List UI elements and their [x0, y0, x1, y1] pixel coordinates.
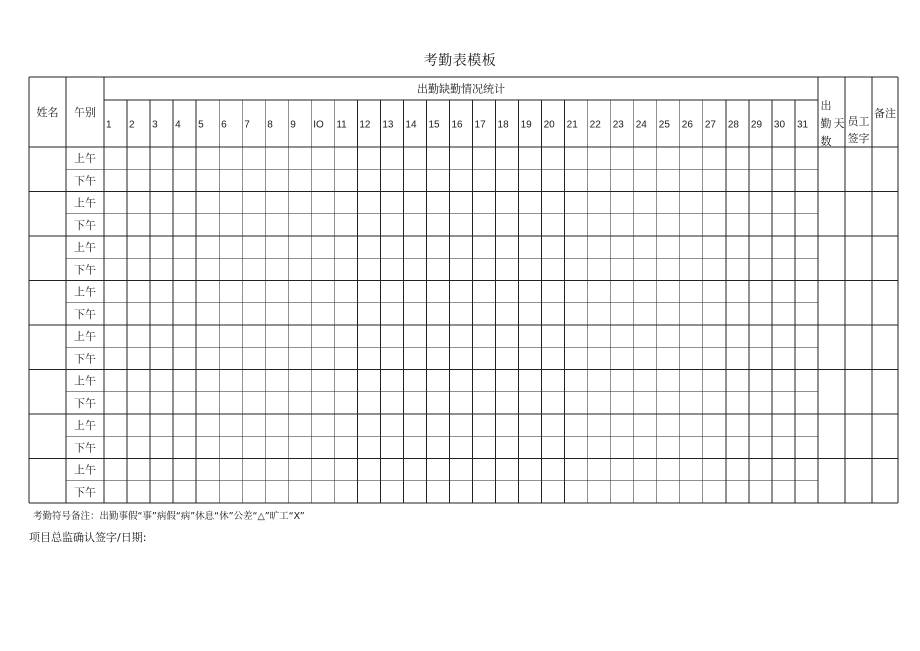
afternoon-label: 下午 [74, 307, 96, 321]
day-number-label: 4 [175, 119, 181, 131]
day-number-label: 11 [336, 119, 347, 131]
director-confirm-signature-line: 项目总监确认签字/日期: [29, 531, 147, 544]
morning-label: 上午 [74, 374, 96, 388]
day-number-label: 3 [152, 119, 158, 131]
afternoon-label: 下午 [74, 263, 96, 277]
morning-label: 上午 [74, 285, 96, 299]
day-number-label: 8 [267, 119, 273, 131]
afternoon-label: 下午 [74, 441, 96, 455]
day-number-label: IO [313, 119, 324, 131]
employee-signature-header: 员工 [847, 115, 870, 128]
day-number-label: 31 [796, 119, 809, 131]
morning-label: 上午 [74, 152, 96, 166]
morning-label: 上午 [74, 330, 96, 344]
attendance-stats-header: 出勤缺勤情况统计 [417, 82, 505, 96]
period-column-header: 午别 [74, 106, 96, 119]
morning-label: 上午 [74, 463, 96, 477]
day-number-label: 12 [359, 119, 371, 131]
morning-label: 上午 [74, 196, 96, 210]
afternoon-label: 下午 [74, 218, 96, 232]
day-number-label: 16 [451, 119, 463, 131]
day-number-label: 2 [129, 119, 135, 131]
day-number-label: 17 [474, 119, 486, 131]
attendance-days-header: 天 [833, 117, 845, 130]
table-grid [29, 77, 898, 503]
day-number-label: 28 [727, 119, 739, 131]
page-title: 考勤表模板 [423, 53, 497, 69]
day-number-label: 24 [635, 119, 647, 131]
name-column-header: 姓名 [36, 106, 59, 119]
day-number-label: 20 [543, 119, 555, 131]
day-number-label: 1 [106, 119, 112, 131]
afternoon-label: 下午 [74, 396, 96, 410]
day-number-label: 14 [405, 119, 417, 131]
day-number-label: 6 [221, 119, 227, 131]
afternoon-label: 下午 [74, 174, 96, 188]
morning-label: 上午 [74, 241, 96, 255]
day-number-label: 19 [520, 119, 532, 131]
day-number-label: 9 [290, 119, 296, 131]
attendance-days-header: 数 [820, 135, 832, 148]
afternoon-label: 下午 [74, 485, 96, 499]
afternoon-label: 下午 [74, 352, 96, 366]
day-number-label: 18 [497, 119, 509, 131]
attendance-days-header: 勤 [820, 117, 832, 130]
day-number-label: 5 [198, 119, 204, 131]
day-number-label: 26 [681, 119, 693, 131]
remarks-header: 备注 [874, 107, 896, 120]
day-number-label: 29 [750, 119, 763, 131]
day-number-label: 7 [244, 119, 250, 131]
day-number-label: 27 [704, 119, 716, 131]
day-number-label: 23 [612, 119, 624, 131]
day-number-label: 25 [658, 119, 670, 131]
day-number-label: 15 [428, 119, 440, 131]
symbol-legend-note: 考勤符号备注：出勤事假“事”病假“病”休息“休”公差“△”旷工“X” [33, 511, 305, 522]
morning-label: 上午 [74, 419, 96, 433]
employee-signature-header: 签字 [847, 132, 870, 145]
day-number-label: 13 [382, 119, 394, 131]
day-number-label: 30 [773, 119, 786, 131]
day-number-label: 21 [566, 119, 578, 131]
attendance-days-header: 出 [820, 99, 832, 112]
day-number-label: 22 [589, 119, 601, 131]
